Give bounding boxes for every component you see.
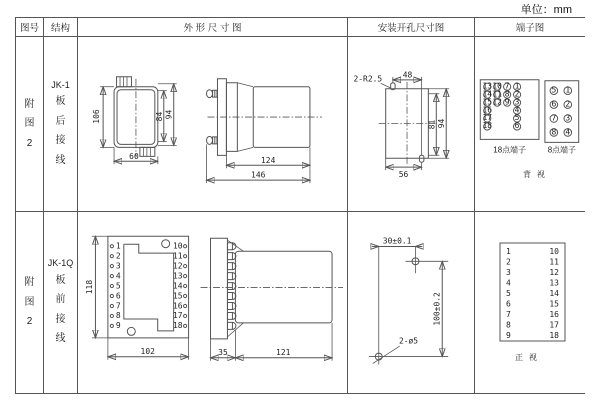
relay-body-outline <box>124 244 174 331</box>
terminal-18: 17 <box>482 113 493 123</box>
row1-side-view <box>207 79 322 183</box>
terminal-label: 14 <box>173 281 183 291</box>
dim-124-label: 124 <box>261 155 276 165</box>
row2-figure-no: 附图2 <box>24 277 35 328</box>
dim-102-label: 102 <box>140 346 155 356</box>
dim-56 <box>386 158 422 179</box>
terminal-number: 7 <box>506 310 511 319</box>
row1-mounting-cell <box>348 37 475 212</box>
row1-model: JK-1 <box>51 79 70 90</box>
dim-121 <box>235 323 332 361</box>
terminal-18: 9 <box>504 97 510 107</box>
left-terminals <box>110 242 121 331</box>
terminal-label: 4 <box>115 271 121 281</box>
dim-106 <box>92 87 114 148</box>
terminal-label: 10 <box>173 241 183 251</box>
terminal-8: 3 <box>565 113 571 123</box>
header-mounting-dims: 安装开孔尺寸图 <box>348 18 475 37</box>
row1-front-view <box>92 77 177 164</box>
terminal-label: 1 <box>115 241 121 251</box>
row1-mounting-drawing <box>348 37 474 211</box>
row1-wiring: 板后接线 <box>55 96 66 166</box>
row1-outline-cell <box>78 37 348 212</box>
drawing-table <box>15 17 585 394</box>
dim-30-label: 30±0.1 <box>382 236 412 246</box>
terminal-screws <box>227 243 235 330</box>
terminal-8: 8 <box>551 127 557 137</box>
terminal-8: 4 <box>565 127 571 137</box>
terminal-number: 2 <box>506 257 511 267</box>
label-8-point: 8点端子 <box>547 145 576 155</box>
row2-side-view <box>201 238 343 361</box>
dim-35 <box>211 330 236 361</box>
terminal-grid-8 <box>550 86 571 137</box>
terminal-8: 1 <box>565 85 571 95</box>
hole-diameter-label: 2-ø5 <box>398 336 419 346</box>
dim-100-label: 100±0.2 <box>432 292 442 326</box>
terminal-18: 14 <box>482 89 493 99</box>
slot-radius-label: 2-R2.5 <box>353 74 383 84</box>
label-18-point: 18点端子 <box>493 145 526 155</box>
dim-146-label: 146 <box>251 170 266 180</box>
front-view-label: 正视 <box>515 353 543 362</box>
row2-front-view <box>85 236 189 360</box>
terminal-numbers-right <box>549 247 559 340</box>
row2-wiring: 板前接线 <box>55 274 66 345</box>
header-figure-no: 图号 <box>16 18 44 37</box>
terminal-18: 7 <box>504 81 510 91</box>
row2-outline-cell <box>78 212 348 393</box>
row2-outline-drawing <box>78 212 347 393</box>
terminal-label: 17 <box>173 311 183 321</box>
terminal-8: 5 <box>551 85 557 95</box>
terminal-18: 8 <box>504 89 510 99</box>
terminal-number: 17 <box>549 320 559 330</box>
terminal-number: 4 <box>506 278 511 288</box>
dim-124 <box>226 147 310 168</box>
unit-label: 单位：mm <box>520 4 572 16</box>
terminal-number: 1 <box>506 247 511 256</box>
terminal-number: 14 <box>549 289 559 298</box>
terminal-18: 3 <box>514 97 520 107</box>
row2-mounting-cell <box>348 212 475 393</box>
terminal-18: 1 <box>514 81 520 91</box>
row1-structure-cell <box>44 37 78 212</box>
terminal-18: 5 <box>514 113 520 123</box>
terminal-number: 10 <box>549 247 559 256</box>
terminal-18: 4 <box>514 105 520 115</box>
dim-106-label: 106 <box>92 109 102 124</box>
dim-121-label: 121 <box>276 347 291 357</box>
terminal-number: 11 <box>549 257 559 267</box>
dim-118-label: 118 <box>84 279 94 295</box>
dim-100 <box>432 261 442 356</box>
dim-30 <box>372 236 423 246</box>
terminal-18: 12 <box>492 97 502 107</box>
terminal-number: 16 <box>549 310 559 319</box>
header-structure: 结构 <box>44 18 78 37</box>
hole-callout <box>373 337 418 364</box>
dim-35-label: 35 <box>218 347 228 357</box>
terminal-18: 15 <box>482 97 493 107</box>
mounting-hole <box>162 240 170 248</box>
terminal-18: 16 <box>482 105 493 115</box>
row2-mounting-drawing <box>348 212 474 393</box>
row2-terminal-cell <box>475 212 585 393</box>
terminal-number: 5 <box>506 289 511 298</box>
terminal-stud-bottom <box>207 136 218 144</box>
terminal-stud-top <box>207 90 218 98</box>
dim-48-label: 48 <box>402 70 413 80</box>
terminal-label: 5 <box>115 281 121 291</box>
terminal-label: 16 <box>173 301 183 311</box>
bottom-terminal-block <box>140 147 155 156</box>
right-terminals <box>173 242 187 331</box>
header-outline-dims: 外 形 尺 寸 图 <box>78 18 348 37</box>
terminal-number: 15 <box>549 299 559 309</box>
dim-84-label: 84 <box>154 111 164 122</box>
terminal-18: 6 <box>514 121 520 131</box>
terminal-number: 9 <box>506 331 511 340</box>
terminal-number: 8 <box>506 320 511 330</box>
terminal-label: 9 <box>115 321 121 331</box>
terminal-label: 2 <box>115 251 121 261</box>
row1-figure-no: 附图2 <box>24 98 35 149</box>
terminal-8: 7 <box>551 113 557 123</box>
dim-81-label: 81 <box>427 119 437 130</box>
terminal-18: 13 <box>482 81 493 91</box>
row1-outline-drawing <box>78 37 347 211</box>
terminal-grid-18 <box>482 81 520 130</box>
terminal-8: 6 <box>551 99 557 109</box>
terminal-18: 11 <box>492 89 502 99</box>
row1-terminal-cell <box>475 37 585 212</box>
terminal-numbers-left <box>506 247 511 340</box>
terminal-label: 11 <box>173 251 183 261</box>
dim-94-label: 94 <box>164 109 174 120</box>
row1-terminal-drawing <box>475 37 585 211</box>
dim-56-label: 56 <box>398 170 409 180</box>
terminal-label: 18 <box>173 321 183 331</box>
row2-model: JK-1Q <box>47 258 74 269</box>
terminal-8: 2 <box>565 99 571 109</box>
relay-body <box>235 251 332 323</box>
dim-94-cutout-label: 94 <box>437 118 447 129</box>
terminal-label: 13 <box>173 271 183 281</box>
terminal-label: 15 <box>173 291 183 301</box>
row2-structure-cell <box>44 212 78 393</box>
terminal-number: 6 <box>506 299 511 309</box>
terminal-label: 7 <box>115 301 121 311</box>
dim-102 <box>108 338 189 360</box>
front-flange <box>211 238 228 339</box>
terminal-label: 3 <box>115 261 121 271</box>
slot-callout <box>354 74 392 88</box>
back-view-label: 背视 <box>523 170 551 180</box>
mounting-hole <box>127 327 135 335</box>
terminal-number: 12 <box>549 268 559 277</box>
row2-terminal-drawing <box>475 212 585 393</box>
terminal-18: 2 <box>514 89 520 99</box>
dim-48 <box>393 70 422 79</box>
terminal-label: 6 <box>115 291 121 301</box>
header-terminal-diagram: 端子图 <box>475 18 585 37</box>
terminal-number: 3 <box>506 268 511 277</box>
top-terminal-block <box>117 77 132 87</box>
dim-146 <box>207 144 310 183</box>
row1-figure-no-cell <box>16 37 44 212</box>
terminal-label: 12 <box>173 261 183 271</box>
dim-118 <box>85 236 108 338</box>
dim-60-label: 60 <box>129 151 139 161</box>
terminal-number: 13 <box>549 278 559 288</box>
row2-figure-no-cell <box>16 212 44 393</box>
terminal-18: 18 <box>482 121 493 131</box>
terminal-number: 18 <box>549 331 559 340</box>
terminal-18: 10 <box>492 81 502 91</box>
terminal-label: 8 <box>115 311 121 321</box>
